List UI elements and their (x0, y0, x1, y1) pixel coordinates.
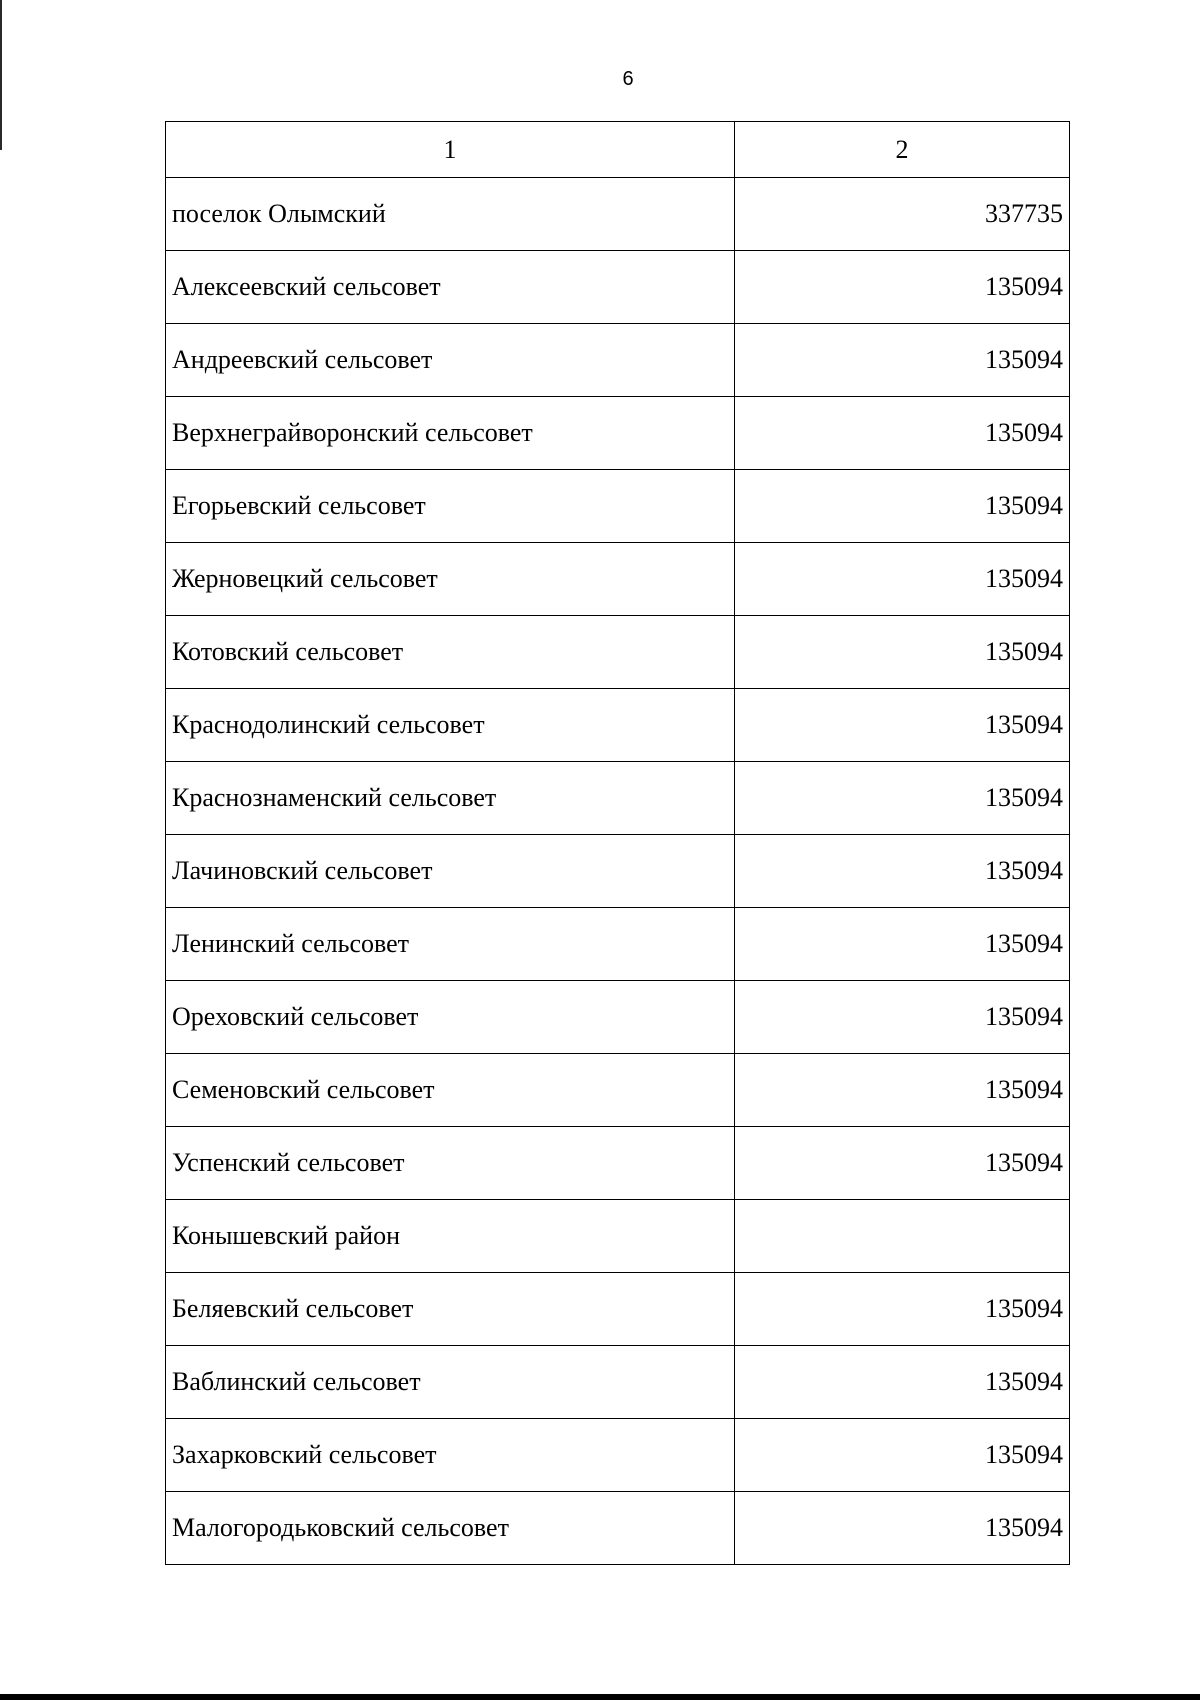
table-row (166, 762, 1070, 835)
table-row (166, 251, 1070, 324)
row-value-cell: 135094 (735, 981, 1070, 1054)
row-name-cell: Успенский сельсовет (166, 1127, 735, 1200)
row-value-cell: 135094 (735, 324, 1070, 397)
table-body (166, 178, 1070, 1565)
table-row (166, 543, 1070, 616)
row-name-cell: Ваблинский сельсовет (166, 1346, 735, 1419)
row-value-cell: 135094 (735, 689, 1070, 762)
row-value-cell: 135094 (735, 1346, 1070, 1419)
row-value-cell: 135094 (735, 1419, 1070, 1492)
row-name-cell: Жерновецкий сельсовет (166, 543, 735, 616)
column-header-1: 1 (166, 122, 735, 178)
row-name-cell: Захарковский сельсовет (166, 1419, 735, 1492)
row-name-cell: Краснодолинский сельсовет (166, 689, 735, 762)
column-header-2: 2 (735, 122, 1070, 178)
row-value-cell: 135094 (735, 835, 1070, 908)
row-value-cell (735, 1200, 1070, 1273)
row-value-cell: 135094 (735, 1054, 1070, 1127)
row-name-cell: Верхнеграйворонский сельсовет (166, 397, 735, 470)
table-row (166, 397, 1070, 470)
table-header-row (166, 122, 1070, 178)
row-name-cell: Краснознаменский сельсовет (166, 762, 735, 835)
table-row (166, 835, 1070, 908)
row-name-cell: Котовский сельсовет (166, 616, 735, 689)
table-row (166, 908, 1070, 981)
row-name-cell: Конышевский район (166, 1200, 735, 1273)
table-row (166, 1200, 1070, 1273)
row-name-cell: Егорьевский сельсовет (166, 470, 735, 543)
table-row (166, 1273, 1070, 1346)
row-name-cell: Ореховский сельсовет (166, 981, 735, 1054)
row-name-cell: Лачиновский сельсовет (166, 835, 735, 908)
row-value-cell: 135094 (735, 397, 1070, 470)
row-name-cell: поселок Олымский (166, 178, 735, 251)
table-row (166, 1492, 1070, 1565)
table-row (166, 1127, 1070, 1200)
row-value-cell: 135094 (735, 1492, 1070, 1565)
scan-edge-bottom (0, 1694, 1200, 1700)
table-row (166, 689, 1070, 762)
row-name-cell: Алексеевский сельсовет (166, 251, 735, 324)
table-row (166, 1419, 1070, 1492)
row-value-cell: 135094 (735, 762, 1070, 835)
row-name-cell: Малогородьковский сельсовет (166, 1492, 735, 1565)
table-row (166, 178, 1070, 251)
table-row (166, 1054, 1070, 1127)
row-value-cell: 135094 (735, 1127, 1070, 1200)
row-name-cell: Андреевский сельсовет (166, 324, 735, 397)
row-value-cell: 135094 (735, 616, 1070, 689)
row-value-cell: 135094 (735, 543, 1070, 616)
row-value-cell: 337735 (735, 178, 1070, 251)
row-name-cell: Ленинский сельсовет (166, 908, 735, 981)
table-row (166, 470, 1070, 543)
row-value-cell: 135094 (735, 470, 1070, 543)
row-value-cell: 135094 (735, 251, 1070, 324)
row-name-cell: Беляевский сельсовет (166, 1273, 735, 1346)
table-row (166, 981, 1070, 1054)
page-number: 6 (622, 68, 634, 90)
row-name-cell: Семеновский сельсовет (166, 1054, 735, 1127)
row-value-cell: 135094 (735, 1273, 1070, 1346)
data-table (165, 121, 1070, 1565)
table-row (166, 1346, 1070, 1419)
table-row (166, 324, 1070, 397)
row-value-cell: 135094 (735, 908, 1070, 981)
table-row (166, 616, 1070, 689)
